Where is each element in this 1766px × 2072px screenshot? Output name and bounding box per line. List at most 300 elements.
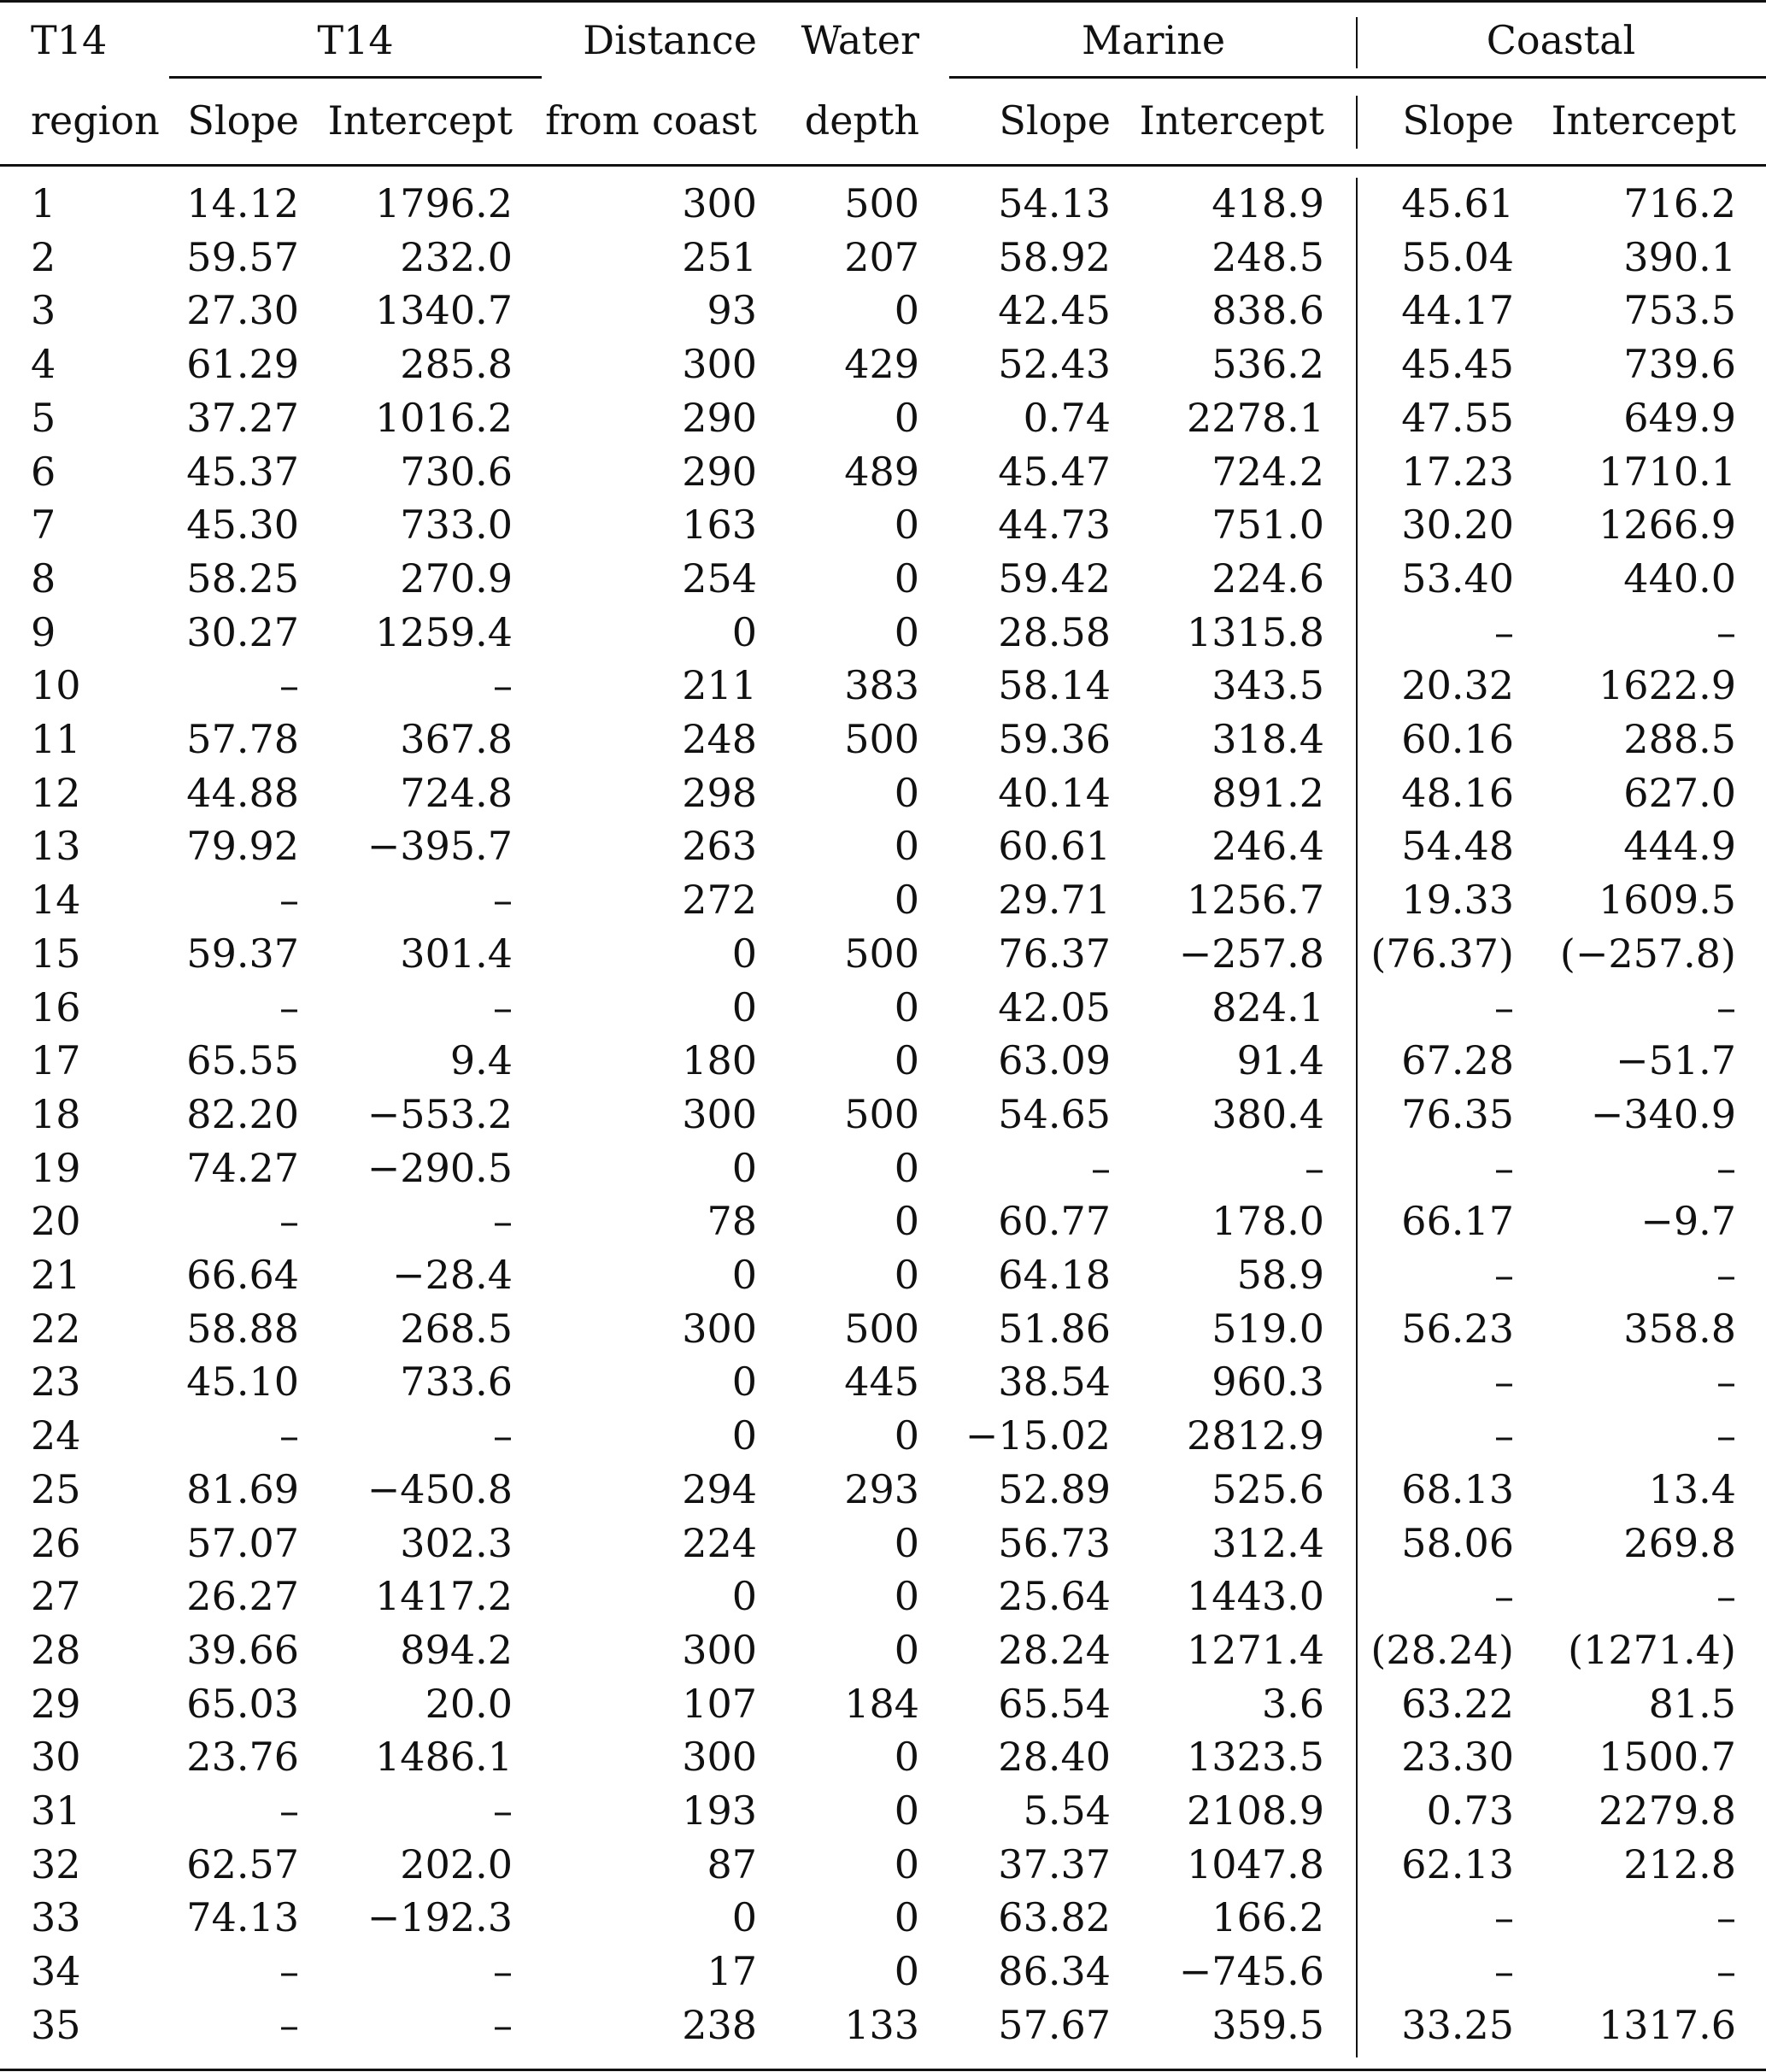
cell-distance-from-coast: 107 bbox=[682, 1681, 757, 1727]
cell-water-depth: 0 bbox=[894, 555, 919, 602]
cell-coastal-slope: – bbox=[1494, 1145, 1514, 1191]
cell-water-depth: 0 bbox=[894, 1894, 919, 1940]
header-t14-slope: Slope bbox=[187, 97, 299, 144]
cell-marine-intercept: 246.4 bbox=[1212, 823, 1324, 869]
cell-distance-from-coast: 300 bbox=[682, 1306, 757, 1352]
cell-marine-intercept: 3.6 bbox=[1261, 1681, 1324, 1727]
cell-region: 8 bbox=[31, 555, 56, 602]
cell-marine-intercept: −745.6 bbox=[1178, 1948, 1324, 1994]
cell-marine-slope: 37.37 bbox=[998, 1841, 1111, 1887]
cell-t14-slope: 58.25 bbox=[186, 555, 299, 602]
coastal-divider-top bbox=[1356, 17, 1358, 68]
cell-distance-from-coast: 0 bbox=[731, 1412, 757, 1459]
cell-marine-slope: – bbox=[1091, 1145, 1111, 1191]
cell-coastal-intercept: – bbox=[1716, 609, 1736, 655]
cell-marine-slope: 58.14 bbox=[998, 662, 1111, 708]
cell-coastal-slope: 53.40 bbox=[1401, 555, 1514, 602]
header-water-depth: depth bbox=[804, 97, 919, 144]
header-t14-intercept: Intercept bbox=[327, 97, 513, 144]
header-region-top: T14 bbox=[31, 17, 108, 63]
cell-t14-slope: 14.12 bbox=[186, 180, 299, 226]
cell-t14-intercept: 202.0 bbox=[400, 1841, 513, 1887]
cell-water-depth: 293 bbox=[844, 1466, 919, 1512]
cell-water-depth: 0 bbox=[894, 1520, 919, 1566]
cell-distance-from-coast: 248 bbox=[682, 716, 757, 762]
cell-coastal-intercept: −9.7 bbox=[1640, 1198, 1736, 1244]
cell-distance-from-coast: 0 bbox=[731, 1894, 757, 1940]
cell-t14-slope: 45.37 bbox=[186, 449, 299, 495]
cell-marine-slope: 28.24 bbox=[998, 1627, 1111, 1673]
header-distance-from-coast: from coast bbox=[545, 97, 757, 144]
cell-t14-intercept: 232.0 bbox=[400, 234, 513, 280]
cell-distance-from-coast: 263 bbox=[682, 823, 757, 869]
cell-marine-intercept: 248.5 bbox=[1212, 234, 1324, 280]
cell-t14-slope: 65.03 bbox=[186, 1681, 299, 1727]
cell-marine-intercept: – bbox=[1305, 1145, 1324, 1191]
cell-marine-slope: 59.36 bbox=[998, 716, 1111, 762]
cell-region: 31 bbox=[31, 1787, 81, 1834]
cell-coastal-slope: 63.22 bbox=[1401, 1681, 1514, 1727]
cell-water-depth: 500 bbox=[844, 1091, 919, 1137]
cell-marine-intercept: 312.4 bbox=[1212, 1520, 1324, 1566]
cell-coastal-slope: – bbox=[1494, 1573, 1514, 1619]
cell-coastal-intercept: – bbox=[1716, 1145, 1736, 1191]
cell-distance-from-coast: 93 bbox=[707, 287, 757, 333]
cell-marine-slope: 5.54 bbox=[1023, 1787, 1111, 1834]
cell-water-depth: 500 bbox=[844, 180, 919, 226]
cell-t14-slope: 37.27 bbox=[186, 395, 299, 441]
cell-water-depth: 0 bbox=[894, 1573, 919, 1619]
cell-distance-from-coast: 0 bbox=[731, 984, 757, 1030]
cell-coastal-intercept: 81.5 bbox=[1648, 1681, 1736, 1727]
cell-water-depth: 0 bbox=[894, 877, 919, 923]
cell-coastal-slope: 45.61 bbox=[1401, 180, 1514, 226]
cell-coastal-intercept: 716.2 bbox=[1623, 180, 1736, 226]
cell-water-depth: 0 bbox=[894, 609, 919, 655]
cell-region: 1 bbox=[31, 180, 56, 226]
cell-t14-slope: 66.64 bbox=[186, 1252, 299, 1298]
cell-t14-intercept: 285.8 bbox=[400, 341, 513, 387]
cell-marine-intercept: 536.2 bbox=[1212, 341, 1324, 387]
cell-coastal-slope: 48.16 bbox=[1401, 770, 1514, 816]
cell-region: 11 bbox=[31, 716, 81, 762]
cell-marine-intercept: 824.1 bbox=[1212, 984, 1324, 1030]
cell-t14-intercept: 9.4 bbox=[449, 1037, 513, 1083]
cell-distance-from-coast: 300 bbox=[682, 180, 757, 226]
cell-marine-intercept: −257.8 bbox=[1178, 930, 1324, 977]
cell-t14-slope: 59.57 bbox=[186, 234, 299, 280]
cell-coastal-slope: – bbox=[1494, 609, 1514, 655]
cell-marine-intercept: 178.0 bbox=[1212, 1198, 1324, 1244]
cell-marine-slope: 63.82 bbox=[998, 1894, 1111, 1940]
cell-t14-slope: 74.13 bbox=[186, 1894, 299, 1940]
cell-coastal-intercept: – bbox=[1716, 984, 1736, 1030]
cell-marine-intercept: 91.4 bbox=[1236, 1037, 1324, 1083]
cell-region: 10 bbox=[31, 662, 81, 708]
coastal-divider-mid bbox=[1356, 96, 1358, 149]
t14-group-rule bbox=[169, 76, 542, 79]
cell-marine-slope: 28.40 bbox=[998, 1734, 1111, 1780]
cell-marine-slope: 76.37 bbox=[998, 930, 1111, 977]
cell-region: 13 bbox=[31, 823, 81, 869]
cell-distance-from-coast: 17 bbox=[707, 1948, 757, 1994]
cell-marine-intercept: 1047.8 bbox=[1187, 1841, 1324, 1887]
cell-region: 28 bbox=[31, 1627, 81, 1673]
cell-coastal-intercept: 1317.6 bbox=[1599, 2002, 1736, 2048]
cell-t14-slope: 59.37 bbox=[186, 930, 299, 977]
cell-distance-from-coast: 0 bbox=[731, 930, 757, 977]
cell-distance-from-coast: 180 bbox=[682, 1037, 757, 1083]
cell-region: 14 bbox=[31, 877, 81, 923]
cell-t14-intercept: −28.4 bbox=[392, 1252, 513, 1298]
cell-t14-slope: – bbox=[279, 662, 299, 708]
cell-coastal-slope: – bbox=[1494, 1252, 1514, 1298]
cell-t14-intercept: – bbox=[493, 662, 513, 708]
cell-water-depth: 0 bbox=[894, 1627, 919, 1673]
cell-marine-intercept: 2108.9 bbox=[1187, 1787, 1324, 1834]
cell-region: 15 bbox=[31, 930, 81, 977]
coastal-divider-body bbox=[1356, 178, 1358, 2057]
cell-t14-slope: 45.30 bbox=[186, 502, 299, 548]
cell-distance-from-coast: 294 bbox=[682, 1466, 757, 1512]
bottom-rule bbox=[0, 2069, 1766, 2071]
cell-water-depth: 0 bbox=[894, 770, 919, 816]
cell-coastal-slope: 68.13 bbox=[1401, 1466, 1514, 1512]
cell-marine-slope: 60.61 bbox=[998, 823, 1111, 869]
cell-marine-slope: 44.73 bbox=[998, 502, 1111, 548]
cell-marine-slope: 57.67 bbox=[998, 2002, 1111, 2048]
cell-marine-intercept: 724.2 bbox=[1212, 449, 1324, 495]
cell-marine-intercept: 1315.8 bbox=[1187, 609, 1324, 655]
header-bottom-rule bbox=[0, 164, 1766, 167]
cell-t14-intercept: 894.2 bbox=[400, 1627, 513, 1673]
cell-marine-slope: 40.14 bbox=[998, 770, 1111, 816]
cell-marine-intercept: 343.5 bbox=[1212, 662, 1324, 708]
header-marine-slope: Slope bbox=[999, 97, 1111, 144]
cell-t14-intercept: 268.5 bbox=[400, 1306, 513, 1352]
cell-marine-slope: −15.02 bbox=[965, 1412, 1111, 1459]
header-marine-group: Marine bbox=[1081, 17, 1226, 63]
header-t14-group: T14 bbox=[317, 17, 394, 63]
cell-coastal-slope: 45.45 bbox=[1401, 341, 1514, 387]
cell-distance-from-coast: 0 bbox=[731, 1252, 757, 1298]
cell-coastal-intercept: −51.7 bbox=[1616, 1037, 1736, 1083]
cell-water-depth: 0 bbox=[894, 1412, 919, 1459]
cell-marine-slope: 42.45 bbox=[998, 287, 1111, 333]
cell-distance-from-coast: 290 bbox=[682, 449, 757, 495]
cell-marine-slope: 56.73 bbox=[998, 1520, 1111, 1566]
cell-water-depth: 489 bbox=[844, 449, 919, 495]
cell-region: 30 bbox=[31, 1734, 81, 1780]
cell-coastal-slope: 66.17 bbox=[1401, 1198, 1514, 1244]
cell-region: 27 bbox=[31, 1573, 81, 1619]
top-rule bbox=[0, 0, 1766, 3]
cell-coastal-slope: 60.16 bbox=[1401, 716, 1514, 762]
cell-coastal-intercept: – bbox=[1716, 1359, 1736, 1405]
cell-coastal-intercept: 288.5 bbox=[1623, 716, 1736, 762]
cell-coastal-slope: – bbox=[1494, 1359, 1514, 1405]
cell-t14-intercept: 1259.4 bbox=[375, 609, 513, 655]
cell-coastal-intercept: 1622.9 bbox=[1599, 662, 1736, 708]
cell-coastal-intercept: 1609.5 bbox=[1599, 877, 1736, 923]
cell-water-depth: 0 bbox=[894, 1145, 919, 1191]
cell-marine-intercept: 519.0 bbox=[1212, 1306, 1324, 1352]
cell-marine-slope: 60.77 bbox=[998, 1198, 1111, 1244]
cell-coastal-slope: 23.30 bbox=[1401, 1734, 1514, 1780]
cell-coastal-intercept: 2279.8 bbox=[1599, 1787, 1736, 1834]
cell-coastal-intercept: – bbox=[1716, 1573, 1736, 1619]
cell-t14-slope: 82.20 bbox=[186, 1091, 299, 1137]
cell-region: 26 bbox=[31, 1520, 81, 1566]
cell-t14-slope: 23.76 bbox=[186, 1734, 299, 1780]
header-water: Water bbox=[801, 17, 919, 63]
cell-marine-intercept: 751.0 bbox=[1212, 502, 1324, 548]
cell-region: 12 bbox=[31, 770, 81, 816]
cell-marine-intercept: 891.2 bbox=[1212, 770, 1324, 816]
cell-coastal-slope: – bbox=[1494, 1412, 1514, 1459]
cell-marine-slope: 52.43 bbox=[998, 341, 1111, 387]
cell-water-depth: 0 bbox=[894, 1948, 919, 1994]
cell-t14-slope: – bbox=[279, 1787, 299, 1834]
cell-marine-intercept: 838.6 bbox=[1212, 287, 1324, 333]
cell-marine-slope: 86.34 bbox=[998, 1948, 1111, 1994]
cell-t14-slope: – bbox=[279, 1198, 299, 1244]
header-coastal-slope: Slope bbox=[1402, 97, 1514, 144]
cell-water-depth: 0 bbox=[894, 1198, 919, 1244]
cell-t14-intercept: 1486.1 bbox=[375, 1734, 513, 1780]
cell-water-depth: 133 bbox=[844, 2002, 919, 2048]
cell-t14-slope: 30.27 bbox=[186, 609, 299, 655]
cell-coastal-slope: 20.32 bbox=[1401, 662, 1514, 708]
cell-t14-intercept: −450.8 bbox=[367, 1466, 513, 1512]
cell-coastal-slope: – bbox=[1494, 1948, 1514, 1994]
cell-t14-intercept: 20.0 bbox=[425, 1681, 513, 1727]
cell-coastal-slope: (28.24) bbox=[1370, 1627, 1514, 1673]
cell-water-depth: 445 bbox=[844, 1359, 919, 1405]
cell-t14-intercept: 733.6 bbox=[400, 1359, 513, 1405]
cell-marine-slope: 52.89 bbox=[998, 1466, 1111, 1512]
cell-water-depth: 429 bbox=[844, 341, 919, 387]
cell-coastal-intercept: 440.0 bbox=[1623, 555, 1736, 602]
cell-marine-slope: 64.18 bbox=[998, 1252, 1111, 1298]
cell-marine-slope: 54.13 bbox=[998, 180, 1111, 226]
cell-region: 22 bbox=[31, 1306, 81, 1352]
cell-water-depth: 0 bbox=[894, 1037, 919, 1083]
cell-marine-intercept: 318.4 bbox=[1212, 716, 1324, 762]
cell-coastal-slope: – bbox=[1494, 984, 1514, 1030]
cell-coastal-intercept: – bbox=[1716, 1252, 1736, 1298]
cell-marine-intercept: 166.2 bbox=[1212, 1894, 1324, 1940]
cell-coastal-intercept: 269.8 bbox=[1623, 1520, 1736, 1566]
cell-water-depth: 0 bbox=[894, 287, 919, 333]
cell-water-depth: 383 bbox=[844, 662, 919, 708]
cell-region: 23 bbox=[31, 1359, 81, 1405]
cell-distance-from-coast: 193 bbox=[682, 1787, 757, 1834]
cell-coastal-intercept: (−257.8) bbox=[1559, 930, 1736, 977]
cell-distance-from-coast: 300 bbox=[682, 341, 757, 387]
cell-water-depth: 0 bbox=[894, 984, 919, 1030]
cell-coastal-intercept: – bbox=[1716, 1948, 1736, 1994]
cell-t14-intercept: 367.8 bbox=[400, 716, 513, 762]
header-marine-intercept: Intercept bbox=[1139, 97, 1324, 144]
cell-coastal-slope: 58.06 bbox=[1401, 1520, 1514, 1566]
cell-coastal-intercept: – bbox=[1716, 1894, 1736, 1940]
cell-t14-intercept: 1340.7 bbox=[375, 287, 513, 333]
header-region: region bbox=[31, 97, 160, 144]
cell-distance-from-coast: 0 bbox=[731, 1145, 757, 1191]
cell-distance-from-coast: 87 bbox=[707, 1841, 757, 1887]
cell-t14-intercept: – bbox=[493, 1948, 513, 1994]
cell-coastal-slope: 30.20 bbox=[1401, 502, 1514, 548]
cell-t14-intercept: – bbox=[493, 1412, 513, 1459]
cell-marine-intercept: 359.5 bbox=[1212, 2002, 1324, 2048]
cell-t14-slope: 74.27 bbox=[186, 1145, 299, 1191]
cell-coastal-slope: – bbox=[1494, 1894, 1514, 1940]
cell-region: 32 bbox=[31, 1841, 81, 1887]
cell-marine-intercept: 58.9 bbox=[1236, 1252, 1324, 1298]
cell-marine-intercept: 380.4 bbox=[1212, 1091, 1324, 1137]
cell-coastal-intercept: 444.9 bbox=[1623, 823, 1736, 869]
cell-coastal-intercept: 390.1 bbox=[1623, 234, 1736, 280]
cell-water-depth: 184 bbox=[844, 1681, 919, 1727]
header-coastal-group: Coastal bbox=[1486, 17, 1636, 63]
cell-coastal-slope: 54.48 bbox=[1401, 823, 1514, 869]
cell-marine-slope: 25.64 bbox=[998, 1573, 1111, 1619]
cell-t14-slope: – bbox=[279, 984, 299, 1030]
cell-distance-from-coast: 272 bbox=[682, 877, 757, 923]
header-coastal-intercept: Intercept bbox=[1551, 97, 1736, 144]
cell-coastal-intercept: 649.9 bbox=[1623, 395, 1736, 441]
cell-distance-from-coast: 300 bbox=[682, 1091, 757, 1137]
cell-t14-intercept: – bbox=[493, 984, 513, 1030]
cell-coastal-slope: 55.04 bbox=[1401, 234, 1514, 280]
cell-marine-slope: 54.65 bbox=[998, 1091, 1111, 1137]
cell-coastal-slope: 67.28 bbox=[1401, 1037, 1514, 1083]
cell-distance-from-coast: 238 bbox=[682, 2002, 757, 2048]
cell-t14-slope: 58.88 bbox=[186, 1306, 299, 1352]
cell-marine-intercept: 1323.5 bbox=[1187, 1734, 1324, 1780]
cell-coastal-intercept: 1266.9 bbox=[1599, 502, 1736, 548]
cell-water-depth: 500 bbox=[844, 716, 919, 762]
cell-region: 21 bbox=[31, 1252, 81, 1298]
cell-region: 16 bbox=[31, 984, 81, 1030]
cell-distance-from-coast: 300 bbox=[682, 1627, 757, 1673]
cell-marine-slope: 45.47 bbox=[998, 449, 1111, 495]
cell-water-depth: 0 bbox=[894, 395, 919, 441]
cell-region: 29 bbox=[31, 1681, 81, 1727]
cell-coastal-intercept: 753.5 bbox=[1623, 287, 1736, 333]
cell-marine-slope: 29.71 bbox=[998, 877, 1111, 923]
cell-coastal-intercept: 212.8 bbox=[1623, 1841, 1736, 1887]
cell-water-depth: 0 bbox=[894, 1734, 919, 1780]
cell-t14-slope: – bbox=[279, 877, 299, 923]
cell-t14-intercept: – bbox=[493, 2002, 513, 2048]
cell-t14-slope: 57.78 bbox=[186, 716, 299, 762]
cell-distance-from-coast: 163 bbox=[682, 502, 757, 548]
cell-marine-slope: 65.54 bbox=[998, 1681, 1111, 1727]
cell-region: 17 bbox=[31, 1037, 81, 1083]
cell-t14-intercept: 733.0 bbox=[400, 502, 513, 548]
cell-region: 33 bbox=[31, 1894, 81, 1940]
cell-t14-intercept: 1016.2 bbox=[375, 395, 513, 441]
cell-distance-from-coast: 224 bbox=[682, 1520, 757, 1566]
cell-water-depth: 0 bbox=[894, 1841, 919, 1887]
cell-region: 25 bbox=[31, 1466, 81, 1512]
cell-region: 24 bbox=[31, 1412, 81, 1459]
cell-coastal-slope: 47.55 bbox=[1401, 395, 1514, 441]
cell-t14-intercept: −290.5 bbox=[367, 1145, 513, 1191]
cell-water-depth: 0 bbox=[894, 823, 919, 869]
cell-marine-intercept: 1443.0 bbox=[1187, 1573, 1324, 1619]
cell-t14-intercept: 730.6 bbox=[400, 449, 513, 495]
cell-region: 4 bbox=[31, 341, 56, 387]
cell-marine-intercept: 224.6 bbox=[1212, 555, 1324, 602]
cell-marine-slope: 38.54 bbox=[998, 1359, 1111, 1405]
cell-t14-slope: 79.92 bbox=[186, 823, 299, 869]
cell-t14-slope: 44.88 bbox=[186, 770, 299, 816]
cell-t14-intercept: – bbox=[493, 877, 513, 923]
cell-t14-slope: 27.30 bbox=[186, 287, 299, 333]
header-distance: Distance bbox=[583, 17, 757, 63]
cell-coastal-slope: (76.37) bbox=[1370, 930, 1514, 977]
cell-marine-intercept: 2278.1 bbox=[1187, 395, 1324, 441]
cell-t14-intercept: 270.9 bbox=[400, 555, 513, 602]
cell-t14-slope: 65.55 bbox=[186, 1037, 299, 1083]
cell-t14-slope: 61.29 bbox=[186, 341, 299, 387]
cell-region: 6 bbox=[31, 449, 56, 495]
cell-coastal-intercept: 1500.7 bbox=[1599, 1734, 1736, 1780]
cell-coastal-intercept: (1271.4) bbox=[1568, 1627, 1736, 1673]
cell-marine-slope: 63.09 bbox=[998, 1037, 1111, 1083]
cell-region: 9 bbox=[31, 609, 56, 655]
cell-t14-intercept: – bbox=[493, 1787, 513, 1834]
cell-coastal-intercept: 13.4 bbox=[1648, 1466, 1736, 1512]
cell-distance-from-coast: 0 bbox=[731, 1573, 757, 1619]
cell-t14-slope: 45.10 bbox=[186, 1359, 299, 1405]
cell-coastal-slope: 62.13 bbox=[1401, 1841, 1514, 1887]
cell-t14-slope: – bbox=[279, 1948, 299, 1994]
cell-t14-intercept: −395.7 bbox=[367, 823, 513, 869]
cell-t14-slope: – bbox=[279, 1412, 299, 1459]
cell-water-depth: 0 bbox=[894, 1252, 919, 1298]
cell-coastal-intercept: 627.0 bbox=[1623, 770, 1736, 816]
cell-t14-slope: 26.27 bbox=[186, 1573, 299, 1619]
cell-coastal-slope: 76.35 bbox=[1401, 1091, 1514, 1137]
cell-distance-from-coast: 251 bbox=[682, 234, 757, 280]
cell-region: 35 bbox=[31, 2002, 81, 2048]
cell-t14-intercept: 301.4 bbox=[400, 930, 513, 977]
cell-water-depth: 207 bbox=[844, 234, 919, 280]
cell-coastal-slope: 19.33 bbox=[1401, 877, 1514, 923]
cell-marine-intercept: 1271.4 bbox=[1187, 1627, 1324, 1673]
cell-region: 34 bbox=[31, 1948, 81, 1994]
cell-coastal-intercept: 739.6 bbox=[1623, 341, 1736, 387]
cell-region: 3 bbox=[31, 287, 56, 333]
cell-region: 19 bbox=[31, 1145, 81, 1191]
cell-marine-slope: 58.92 bbox=[998, 234, 1111, 280]
cell-region: 2 bbox=[31, 234, 56, 280]
cell-water-depth: 0 bbox=[894, 1787, 919, 1834]
cell-distance-from-coast: 290 bbox=[682, 395, 757, 441]
cell-marine-intercept: 418.9 bbox=[1212, 180, 1324, 226]
cell-t14-intercept: 1417.2 bbox=[375, 1573, 513, 1619]
cell-coastal-intercept: 1710.1 bbox=[1599, 449, 1736, 495]
cell-distance-from-coast: 211 bbox=[682, 662, 757, 708]
cell-distance-from-coast: 78 bbox=[707, 1198, 757, 1244]
marine-group-rule bbox=[949, 76, 1766, 79]
cell-marine-slope: 28.58 bbox=[998, 609, 1111, 655]
cell-distance-from-coast: 254 bbox=[682, 555, 757, 602]
